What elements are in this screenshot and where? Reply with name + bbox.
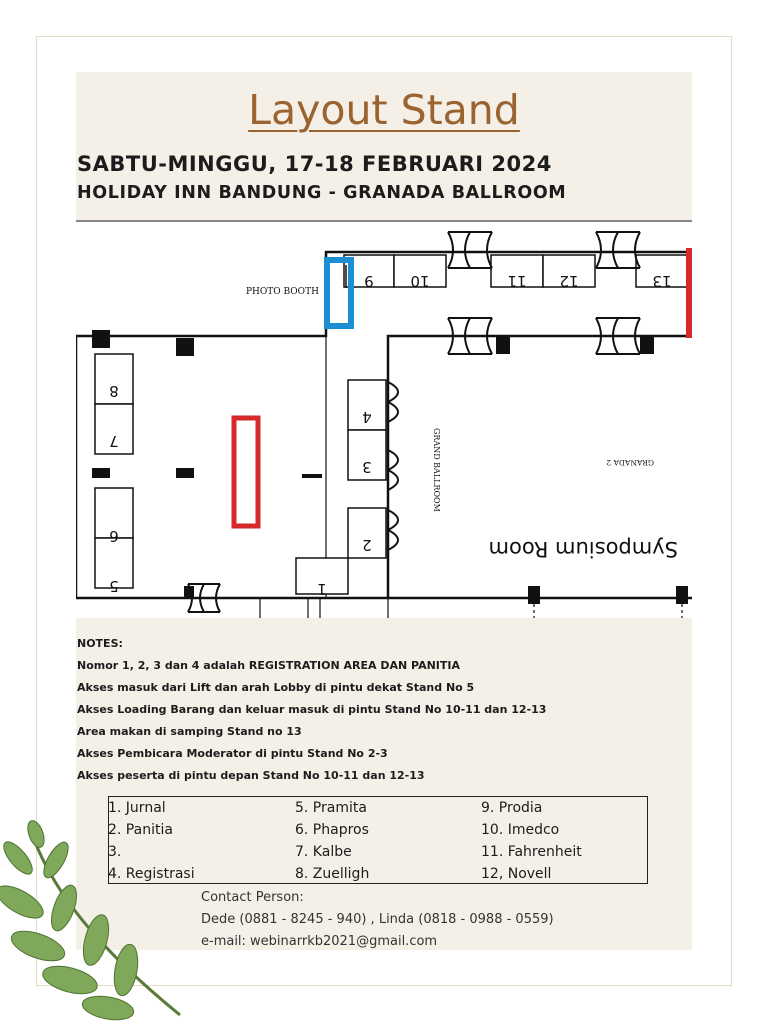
sponsor-item: 9. Prodia [481,800,543,816]
photo-booth-label: PHOTO BOOTH [246,287,319,297]
stand-4-label: 4 [362,408,372,426]
sponsor-item: 3. [108,844,122,860]
stand-6-label: 6 [109,527,119,545]
stand-9-label: 9 [364,272,374,290]
sponsor-item: 6. Phapros [295,822,369,838]
event-venue: HOLIDAY INN BANDUNG - GRANADA BALLROOM [77,183,567,203]
note-item: Akses Loading Barang dan keluar masuk di pintu Stand No 10-11 dan 12-13 [77,703,547,716]
sponsor-item: 10. Imedco [481,822,560,838]
note-item: Akses Pembicara Moderator di pintu Stand No 2-3 [77,747,388,760]
granada-label: GRANADA 2 [606,458,654,467]
stand-8-label: 8 [109,382,119,400]
stand-2-label: 2 [362,536,372,554]
pillars [92,330,688,604]
floor-plan [76,220,692,618]
stand-1-label: 1 [317,580,327,598]
sponsor-item: 7. Kalbe [295,844,352,860]
stand-5-label: 5 [109,577,119,595]
grand-ballroom-label: GRAND BALLROOM [432,428,441,512]
sponsor-item: 2. Panitia [108,822,173,838]
leaf-decoration-icon [0,820,190,1024]
sponsor-item: 5. Pramita [295,800,367,816]
sponsor-item: 11. Fahrenheit [481,844,582,860]
sponsor-item: 1. Jurnal [108,800,166,816]
stand-13-label: 13 [652,272,672,290]
stand-7-label: 7 [109,432,119,450]
note-item: Area makan di samping Stand no 13 [77,725,302,738]
sponsor-item: 12, Novell [481,866,552,882]
contact-email: e-mail: webinarrkb2021@gmail.com [201,934,438,949]
contact-block [201,887,554,953]
event-date: SABTU-MINGGU, 17-18 FEBRUARI 2024 [77,152,552,176]
red-wall-marker [686,248,692,338]
contact-phones: Dede (0881 - 8245 - 940) , Linda (0818 - 0988 - 0559) [201,912,554,927]
stand-11-label: 11 [507,272,527,290]
notes-section [77,633,677,787]
stand-3-label: 3 [362,458,372,476]
notes-heading: NOTES: [77,637,123,650]
note-item: Akses peserta di pintu depan Stand No 10-11 dan 12-13 [77,769,425,782]
red-area-marker [234,418,258,526]
sponsor-item: 4. Registrasi [108,866,195,882]
note-item: Nomor 1, 2, 3 dan 4 adalah REGISTRATION AREA DAN PANITIA [77,659,460,672]
contact-label: Contact Person: [201,890,304,905]
note-item: Akses masuk dari Lift dan arah Lobby di pintu dekat Stand No 5 [77,681,475,694]
stand-12-label: 12 [559,272,579,290]
symposium-label: Symposium Room [488,537,678,561]
stand-10-label: 10 [410,272,430,290]
sponsor-item: 8. Zuelligh [295,866,370,882]
page-title: Layout Stand [248,86,520,134]
